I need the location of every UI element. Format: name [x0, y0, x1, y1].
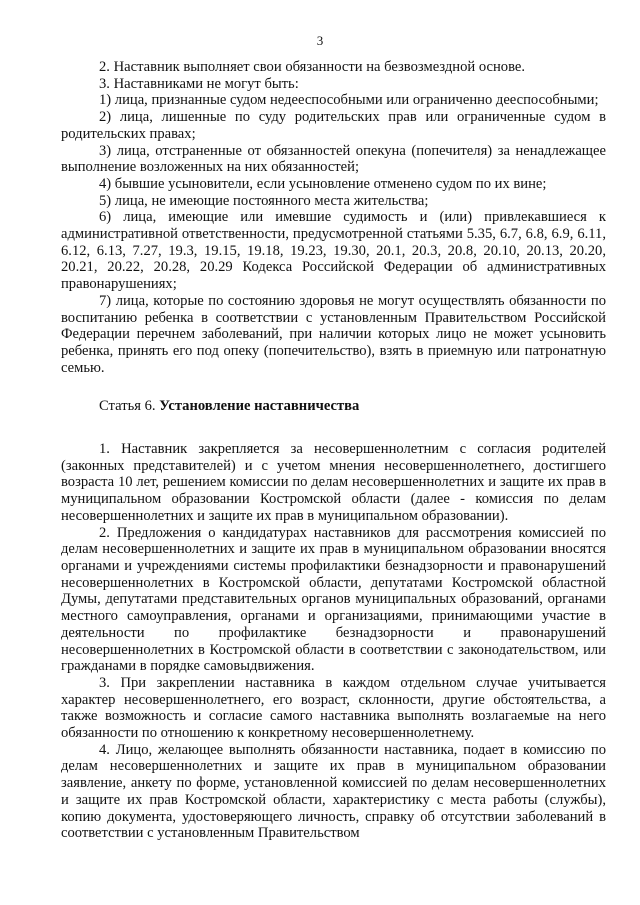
article-title: Установление наставничества — [159, 398, 360, 415]
paragraph-cannot-be-mentors: 3. Наставниками не могут быть: — [99, 75, 299, 92]
article6-paragraph-2: 2. Предложения о кандидатурах наставников для рассмотрения комиссией по делам несовершеннолетних и защите их прав в муниципальном образовании вносятся органами и учреждениями системы профилактики безнадзорности и правонарушений несовершеннолетних в Костромской области, депутатами Костромской областной Думы, депутатами представительных органов муниципальных образований, органами местного самоуправления, органами и организациями, принимающими участие в деятельности по профилактике безнадзорности и правонарушений несовершеннолетних в Костромской области в соответствии с законодательством, или гражданами в порядке самовыдвижения. — [61, 524, 606, 675]
list-item-6: 6) лица, имеющие или имевшие судимость и (или) привлекавшиеся к административной ответственности, предусмотренной статьями 5.35, 6.7, 6.8, 6.9, 6.11, 6.12, 6.13, 7.27, 19.3, 19.15, 19.18, 19.23, 19.30, 20.1, 20.3, 20.8, 20.10, 20.13, 20.20, 20.21, 20.22, 20.28, 20.29 Кодекса Российской Федерации об административных правонарушениях; — [61, 209, 606, 293]
article-label: Статья 6. — [99, 398, 156, 415]
page-number: 3 — [316, 33, 324, 48]
list-item-4: 4) бывшие усыновители, если усыновление отменено судом по их вине; — [99, 175, 547, 192]
list-item-7: 7) лица, которые по состоянию здоровья не могут осуществлять обязанности по воспитанию ребенка в соответствии с установленным Правительством Российской Федерации перечнем заболеваний, при наличии которых лицо не может усыновить ребенка, принять его под опеку (попечительство), взять в приемную или патронатную семью. — [61, 292, 606, 376]
document-body — [61, 59, 606, 842]
article6-paragraph-3: 3. При закреплении наставника в каждом отдельном случае учитывается характер несовершеннолетнего, его возраст, склонности, другие обстоятельства, а также возможность и согласие самого наставника выполнять возлагаемые на него обязанности по отношению к конкретному несовершеннолетнему. — [61, 674, 606, 742]
list-item-2: 2) лица, лишенные по суду родительских прав или ограниченные судом в родительских правах; — [61, 109, 606, 142]
paragraph-duty-free-basis: 2. Наставник выполняет свои обязанности на безвозмездной основе. — [99, 59, 526, 75]
article-heading — [61, 398, 606, 415]
list-item-1: 1) лица, признанные судом недееспособными или ограниченно дееспособными; — [99, 92, 599, 109]
list-item-5: 5) лица, не имеющие постоянного места жительства; — [99, 192, 429, 209]
list-item-3: 3) лица, отстраненные от обязанностей опекуна (попечителя) за ненадлежащее выполнение возложенных на них обязанностей; — [61, 142, 606, 176]
article6-paragraph-1: 1. Наставник закрепляется за несовершеннолетним с согласия родителей (законных представителей) и с учетом мнения несовершеннолетнего, достигшего возраста 10 лет, решением комиссии по делам несовершеннолетних и защите их прав в муниципальном образовании Костромской области (далее - комиссия по делам несовершеннолетних и защите их прав в муниципальном образовании). — [61, 441, 606, 524]
article6-paragraph-4: 4. Лицо, желающее выполнять обязанности наставника, подает в комиссию по делам несовершеннолетних и защите их прав в муниципальном образовании заявление, анкету по форме, установленной комиссией по делам несовершеннолетних и защите их прав Костромской области, характеристику с места работы (службы), копию документа, удостоверяющего личность, справку об отсутствии заболеваний в соответствии с установленным Правительством — [61, 741, 606, 842]
